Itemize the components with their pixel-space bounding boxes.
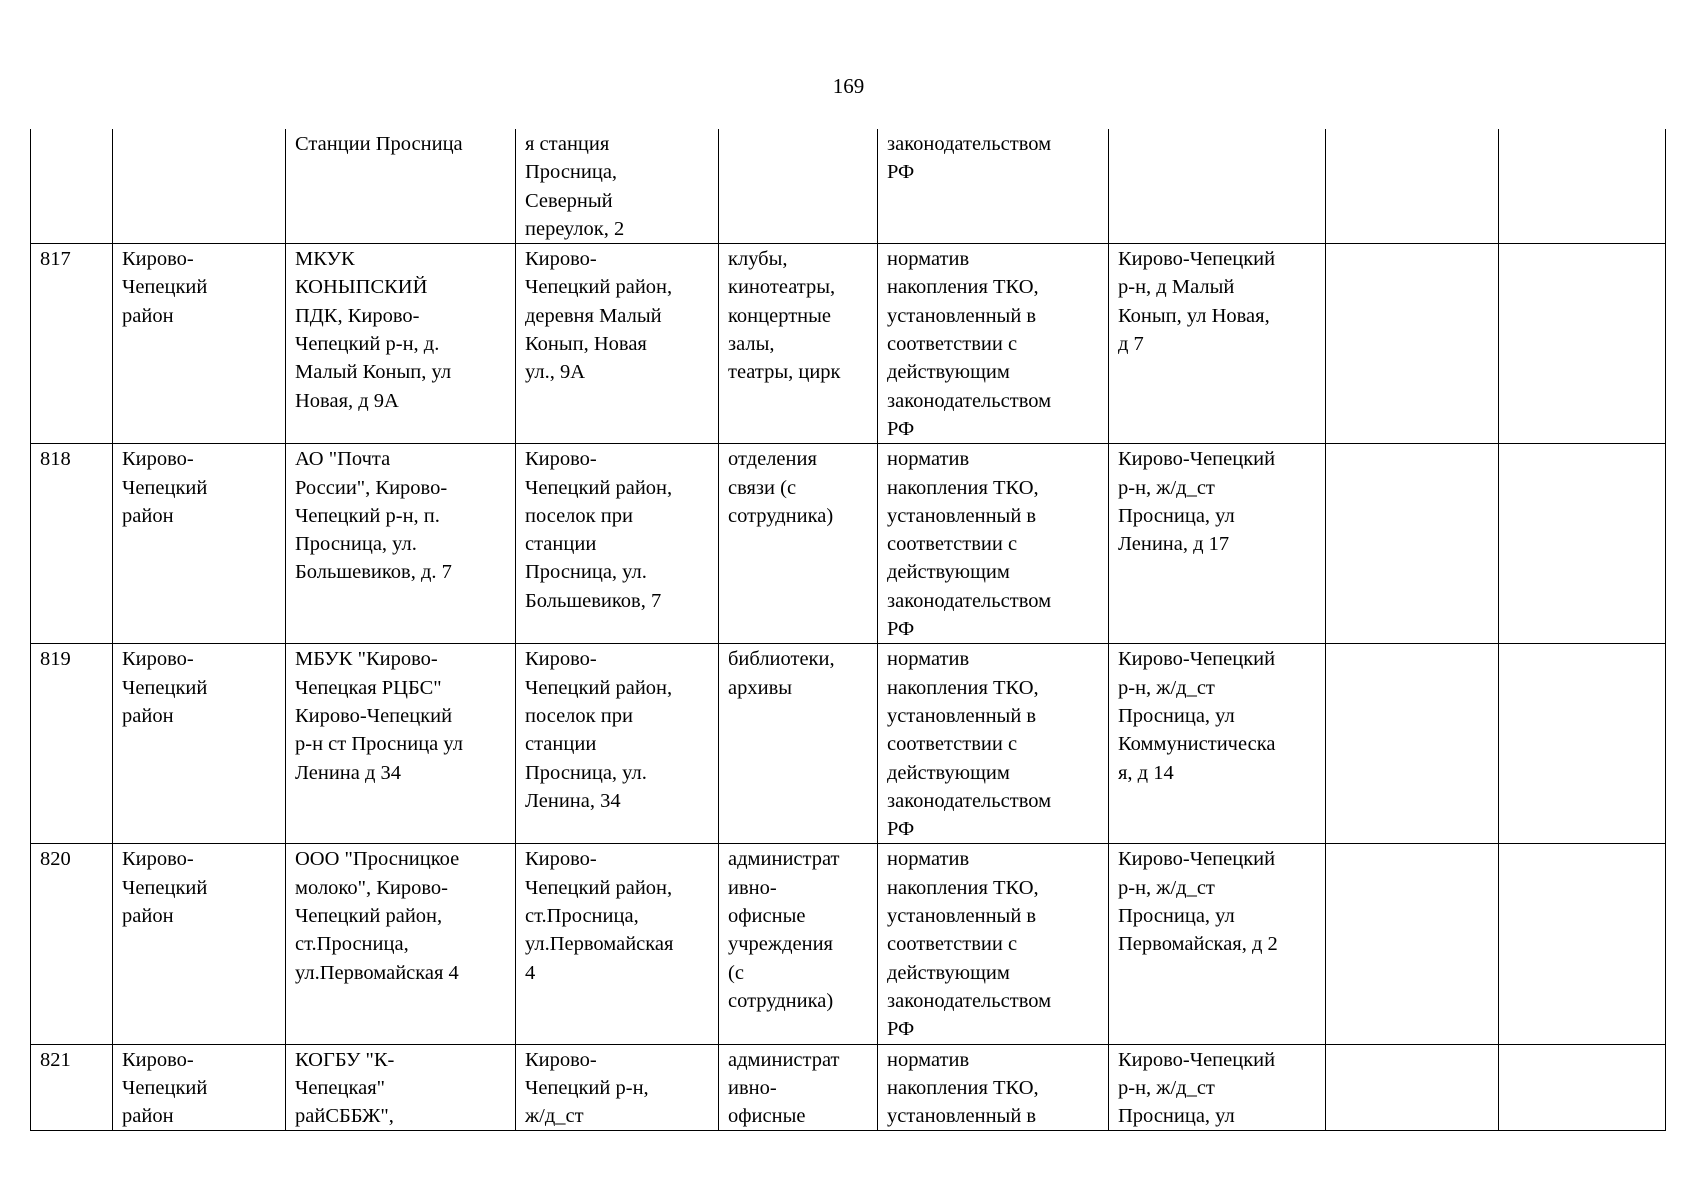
cell-address: Кирово- Чепецкий р-н, ж/д_ст	[516, 1044, 719, 1131]
cell-norm: законодательством РФ	[878, 129, 1109, 244]
registry-table	[30, 129, 1666, 1131]
cell-col9	[1499, 129, 1666, 244]
cell-address: я станция Просница, Северный переулок, 2	[516, 129, 719, 244]
cell-site: Кирово-Чепецкий р-н, ж/д_ст Просница, ул Первомайская, д 2	[1109, 844, 1326, 1044]
cell-category: библиотеки, архивы	[719, 644, 878, 844]
cell-site: Кирово-Чепецкий р-н, д Малый Конып, ул Новая, д 7	[1109, 244, 1326, 444]
page-number: 169	[832, 74, 865, 98]
cell-col9	[1499, 244, 1666, 444]
cell-col8	[1326, 1044, 1499, 1131]
cell-address: Кирово- Чепецкий район, ст.Просница, ул.Первомайская 4	[516, 844, 719, 1044]
cell-number: 817	[31, 244, 113, 444]
cell-col9	[1499, 444, 1666, 644]
cell-address: Кирово- Чепецкий район, деревня Малый Конып, Новая ул., 9А	[516, 244, 719, 444]
cell-source: МКУК КОНЫПСКИЙ ПДК, Кирово- Чепецкий р-н, д. Малый Конып, ул Новая, д 9А	[286, 244, 516, 444]
cell-category: отделения связи (с сотрудника)	[719, 444, 878, 644]
cell-category: клубы, кинотеатры, концертные залы, театры, цирк	[719, 244, 878, 444]
table-row	[31, 244, 1666, 444]
cell-col8	[1326, 244, 1499, 444]
table-row	[31, 444, 1666, 644]
cell-category: администрат ивно- офисные учреждения (с сотрудника)	[719, 844, 878, 1044]
cell-number	[31, 129, 113, 244]
cell-source: АО "Почта России", Кирово- Чепецкий р-н, п. Просница, ул. Большевиков, д. 7	[286, 444, 516, 644]
cell-norm: норматив накопления ТКО, установленный в	[878, 1044, 1109, 1131]
cell-site: Кирово-Чепецкий р-н, ж/д_ст Просница, ул	[1109, 1044, 1326, 1131]
cell-col9	[1499, 844, 1666, 1044]
cell-col8	[1326, 644, 1499, 844]
cell-category: администрат ивно- офисные	[719, 1044, 878, 1131]
table-row	[31, 844, 1666, 1044]
cell-category	[719, 129, 878, 244]
cell-district: Кирово- Чепецкий район	[113, 244, 286, 444]
cell-district	[113, 129, 286, 244]
cell-col9	[1499, 644, 1666, 844]
cell-site	[1109, 129, 1326, 244]
cell-source: ООО "Просницкое молоко", Кирово- Чепецкий район, ст.Просница, ул.Первомайская 4	[286, 844, 516, 1044]
table-row	[31, 1044, 1666, 1131]
cell-col9	[1499, 1044, 1666, 1131]
registry-table-container	[30, 129, 1666, 1131]
cell-address: Кирово- Чепецкий район, поселок при станции Просница, ул. Ленина, 34	[516, 644, 719, 844]
cell-source: МБУК "Кирово- Чепецкая РЦБС" Кирово-Чепецкий р-н ст Просница ул Ленина д 34	[286, 644, 516, 844]
cell-col8	[1326, 844, 1499, 1044]
cell-norm: норматив накопления ТКО, установленный в соответствии с действующим законодательством РФ	[878, 844, 1109, 1044]
cell-site: Кирово-Чепецкий р-н, ж/д_ст Просница, ул Коммунистическа я, д 14	[1109, 644, 1326, 844]
cell-district: Кирово- Чепецкий район	[113, 644, 286, 844]
table-row	[31, 644, 1666, 844]
cell-number: 819	[31, 644, 113, 844]
registry-table-body	[31, 129, 1666, 1131]
cell-number: 818	[31, 444, 113, 644]
cell-norm: норматив накопления ТКО, установленный в соответствии с действующим законодательством РФ	[878, 244, 1109, 444]
cell-district: Кирово- Чепецкий район	[113, 444, 286, 644]
cell-number: 820	[31, 844, 113, 1044]
cell-col8	[1326, 129, 1499, 244]
cell-source: Станции Просница	[286, 129, 516, 244]
cell-source: КОГБУ "К- Чепецкая" райСББЖ",	[286, 1044, 516, 1131]
cell-site: Кирово-Чепецкий р-н, ж/д_ст Просница, ул Ленина, д 17	[1109, 444, 1326, 644]
cell-district: Кирово- Чепецкий район	[113, 1044, 286, 1131]
cell-address: Кирово- Чепецкий район, поселок при станции Просница, ул. Большевиков, 7	[516, 444, 719, 644]
cell-col8	[1326, 444, 1499, 644]
cell-norm: норматив накопления ТКО, установленный в соответствии с действующим законодательством РФ	[878, 644, 1109, 844]
table-row	[31, 129, 1666, 244]
cell-number: 821	[31, 1044, 113, 1131]
cell-norm: норматив накопления ТКО, установленный в соответствии с действующим законодательством РФ	[878, 444, 1109, 644]
cell-district: Кирово- Чепецкий район	[113, 844, 286, 1044]
